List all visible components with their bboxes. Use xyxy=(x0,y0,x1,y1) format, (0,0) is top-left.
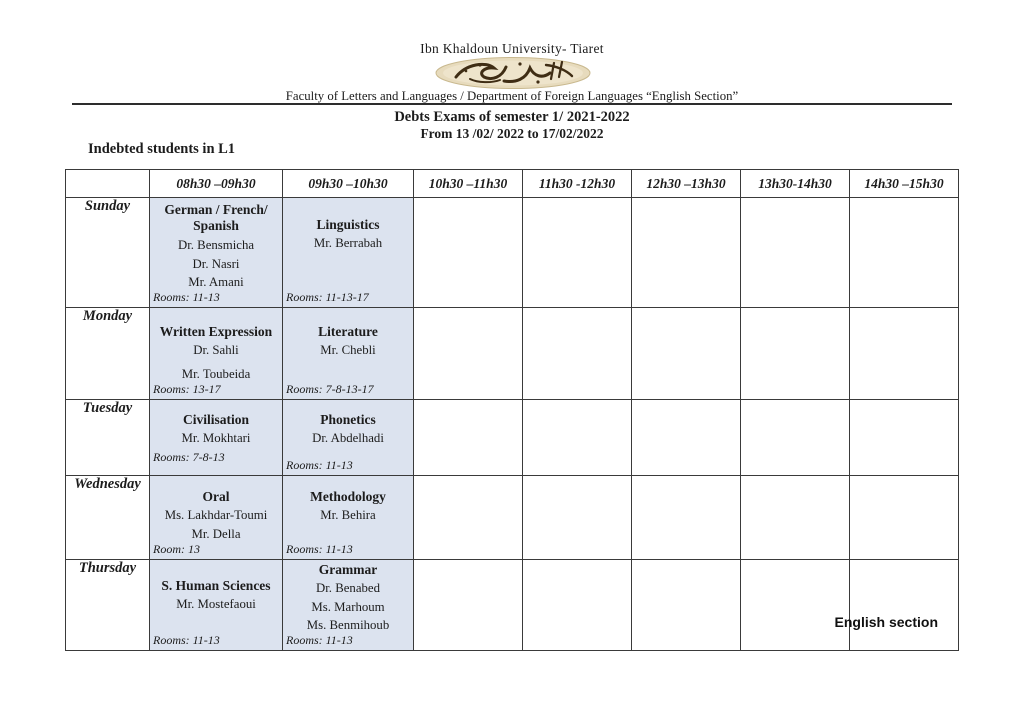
course-title: Written Expression xyxy=(159,323,273,339)
course-title: S. Human Sciences xyxy=(161,577,271,593)
day-label: Wednesday xyxy=(66,475,150,559)
empty-cell xyxy=(414,399,523,475)
time-header: 13h30-14h30 xyxy=(741,170,850,198)
empty-cell xyxy=(414,559,523,650)
empty-cell xyxy=(850,399,959,475)
time-header: 10h30 –11h30 xyxy=(414,170,523,198)
exam-cell xyxy=(283,475,414,559)
examiner-name: Mr. Mokhtari xyxy=(181,431,251,446)
group-label: Indebted students in L1 xyxy=(88,141,236,157)
exam-cell xyxy=(283,198,414,308)
empty-cell xyxy=(850,475,959,559)
course-title: Methodology xyxy=(310,488,386,504)
examiner-name: Mr. Behira xyxy=(320,508,376,523)
empty-cell xyxy=(523,559,632,650)
time-header: 09h30 –10h30 xyxy=(283,170,414,198)
examiner-name: Ms. Lakhdar-Toumi xyxy=(164,508,268,523)
empty-cell xyxy=(632,475,741,559)
empty-cell xyxy=(523,198,632,308)
examiner-name: Mr. Toubeida xyxy=(181,367,251,382)
course-title: Grammar xyxy=(318,561,378,577)
university-seal-icon xyxy=(434,56,592,90)
examiner-name: Mr. Mostefaoui xyxy=(176,597,256,612)
day-label: Sunday xyxy=(66,198,150,308)
time-header: 08h30 –09h30 xyxy=(150,170,283,198)
rooms-label: Rooms: 11-13-17 xyxy=(286,289,369,304)
time-header: 11h30 -12h30 xyxy=(523,170,632,198)
examiner-name: Mr. Amani xyxy=(188,275,244,290)
rooms-label: Rooms: 11-13 xyxy=(153,633,220,647)
empty-cell xyxy=(632,307,741,399)
examiner-name: Ms. Benmihoub xyxy=(306,618,390,633)
exam-cell xyxy=(150,475,283,559)
exam-cell xyxy=(150,198,283,308)
rooms-label: Rooms: 11-13 xyxy=(153,289,220,304)
course-title: Oral xyxy=(202,488,230,504)
faculty-department-line: Faculty of Letters and Languages / Department of Foreign Languages “English Section” xyxy=(285,89,739,103)
empty-cell xyxy=(741,307,850,399)
empty-cell xyxy=(850,307,959,399)
rooms-label: Rooms: 11-13 xyxy=(286,457,353,472)
examiner-name: Mr. Berrabah xyxy=(313,236,383,251)
rooms-label: Rooms: 7-8-13-17 xyxy=(286,381,374,396)
empty-cell xyxy=(741,399,850,475)
rooms-label: Rooms: 11-13 xyxy=(286,633,353,647)
exam-cell xyxy=(150,307,283,399)
empty-cell xyxy=(414,198,523,308)
examiner-name: Ms. Marhoum xyxy=(311,599,385,614)
empty-cell xyxy=(414,307,523,399)
empty-cell xyxy=(523,399,632,475)
course-title: Literature xyxy=(318,323,378,339)
table-row xyxy=(66,198,959,308)
empty-cell xyxy=(632,198,741,308)
exam-cell xyxy=(283,307,414,399)
exam-cell xyxy=(283,559,414,650)
empty-cell xyxy=(850,559,959,650)
empty-cell xyxy=(523,307,632,399)
empty-cell xyxy=(741,559,850,650)
rooms-label: Rooms: 13-17 xyxy=(153,381,221,396)
rooms-label: Rooms: 11-13 xyxy=(286,541,353,556)
examiner-name: Dr. Nasri xyxy=(192,256,240,271)
header-row xyxy=(66,170,959,198)
course-title: Phonetics xyxy=(320,411,376,427)
examiner-name: Dr. Abdelhadi xyxy=(312,431,384,446)
day-label: Thursday xyxy=(66,559,150,650)
exam-title: Debts Exams of semester 1/ 2021-2022 xyxy=(394,109,630,125)
course-title: Civilisation xyxy=(182,411,249,427)
exam-cell xyxy=(150,559,283,650)
header-divider xyxy=(72,103,952,105)
course-title: German / French/ Spanish xyxy=(164,202,268,234)
examiner-name: Dr. Benabed xyxy=(316,581,380,596)
corner-cell xyxy=(66,170,150,198)
time-header: 12h30 –13h30 xyxy=(632,170,741,198)
time-header: 14h30 –15h30 xyxy=(850,170,959,198)
exam-date-range: From 13 /02/ 2022 to 17/02/2022 xyxy=(420,126,604,141)
section-footer-label: English section xyxy=(834,614,938,630)
day-label: Monday xyxy=(66,307,150,399)
examiner-name: Dr. Sahli xyxy=(193,343,239,358)
examiner-name: Mr. Chebli xyxy=(320,343,376,358)
table-row xyxy=(66,307,959,399)
exam-schedule-table xyxy=(65,169,959,651)
table-row xyxy=(66,475,959,559)
empty-cell xyxy=(632,559,741,650)
examiner-name: Dr. Bensmicha xyxy=(177,237,255,252)
day-label: Tuesday xyxy=(66,399,150,475)
table-row xyxy=(66,399,959,475)
empty-cell xyxy=(741,198,850,308)
exam-cell xyxy=(283,399,414,475)
exam-cell xyxy=(150,399,283,475)
rooms-label: Rooms: 7-8-13 xyxy=(153,449,225,464)
table-row xyxy=(66,559,959,650)
empty-cell xyxy=(741,475,850,559)
empty-cell xyxy=(850,198,959,308)
empty-cell xyxy=(632,399,741,475)
rooms-label: Room: 13 xyxy=(153,541,200,556)
university-name: Ibn Khaldoun University- Tiaret xyxy=(420,41,604,56)
examiner-name: Mr. Della xyxy=(191,526,241,541)
course-title: Linguistics xyxy=(316,217,380,232)
empty-cell xyxy=(523,475,632,559)
empty-cell xyxy=(414,475,523,559)
